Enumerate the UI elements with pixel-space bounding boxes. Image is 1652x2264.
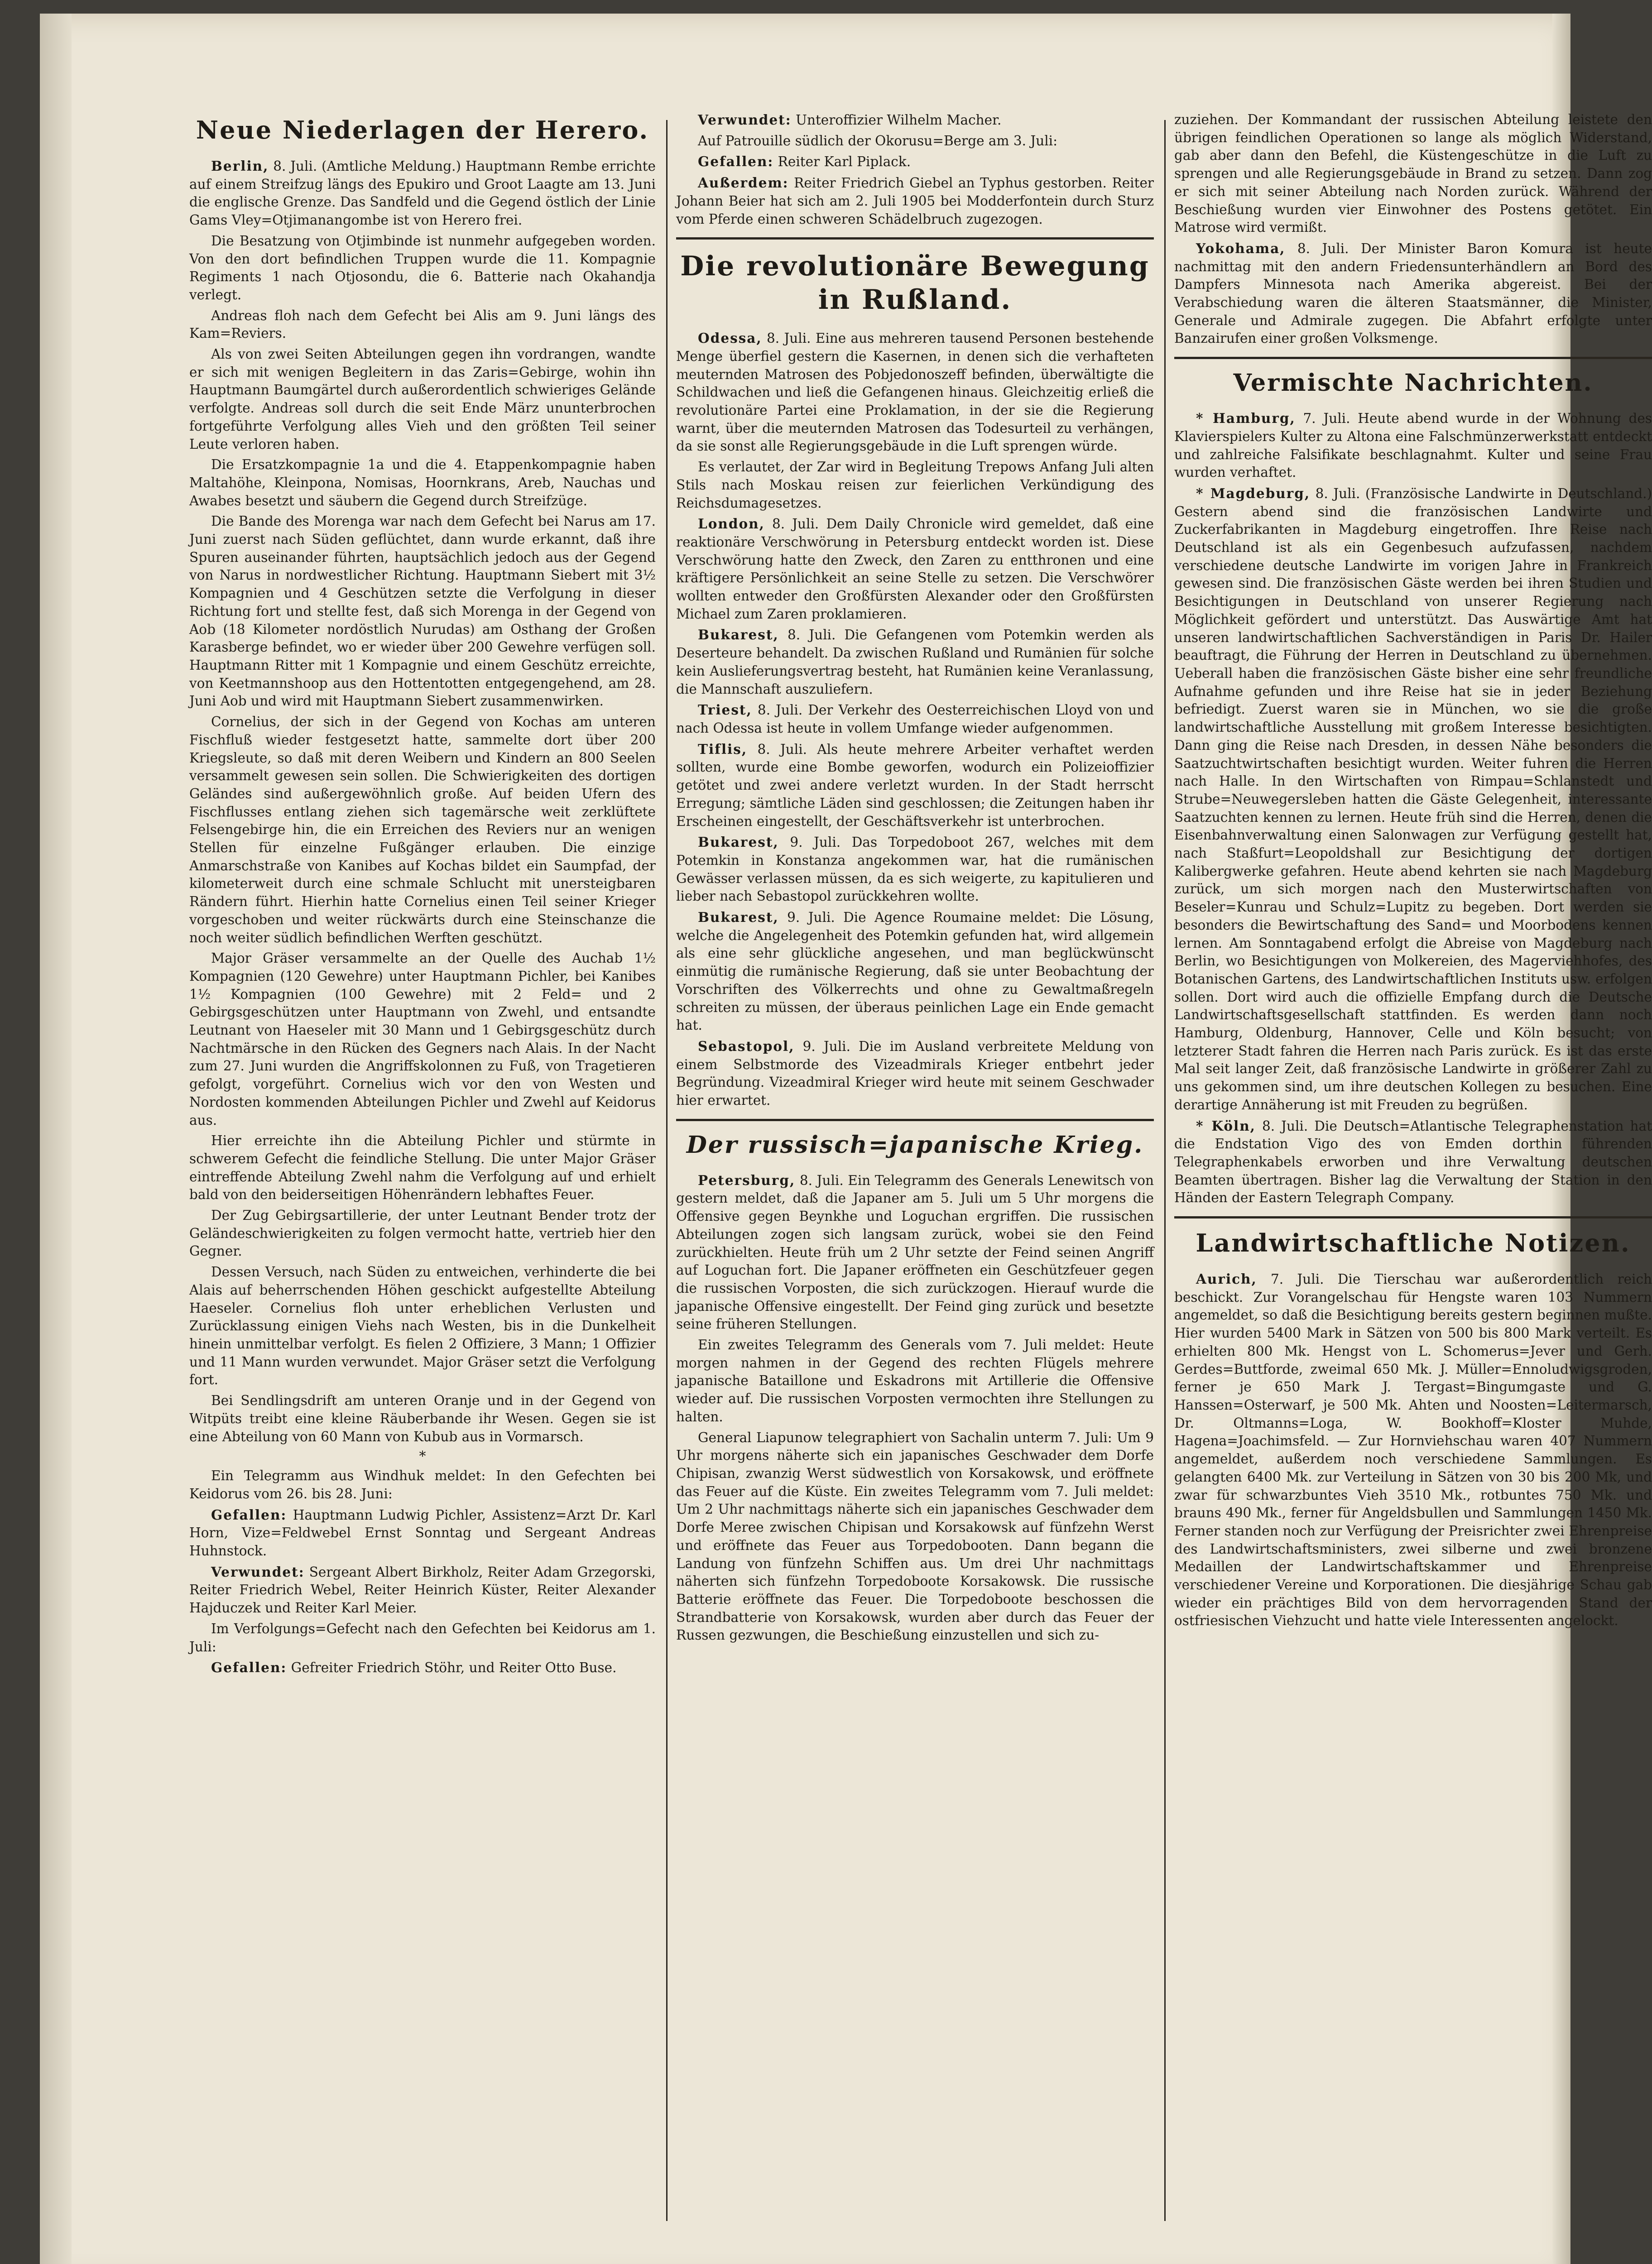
dateline: * Köln, (1196, 1118, 1256, 1134)
paragraph-text: Der Zug Gebirgsartillerie, der unter Leutnant Bender trotz der Geländeschwierigkeiten zu folgen vermocht hatte, vertrieb hier den Gegner. (189, 1208, 656, 1259)
paragraph-text: 8. Juli. Ein Telegramm des Generals Lenewitsch von gestern meldet, daß die Japaner am 5. Juli um 5 Uhr morgens die Offensive gegen Beynkhe und Loguchan ergriffen. Die russischen Abteilungen zogen sich langsam zurück, wobei sie den Feind zurückhielten. Heute früh um 2 Uhr setzte der Feind seinen Angriff auf Loguchan fort. Die Japaner eröffneten ein Geschützfeuer gegen die russischen Vorposten, die sich zurückzogen. Hierauf wurde die japanische Offensive eingestellt. Der Feind ging zurück und besetzte seine früheren Stellungen. (676, 1172, 1154, 1332)
dateline: Bukarest, (698, 627, 779, 643)
casualty-list-continued (676, 111, 1154, 228)
paragraph (189, 1506, 656, 1560)
paragraph (676, 515, 1154, 623)
dateline: Berlin, (211, 158, 269, 174)
paragraph-text: Auf Patrouille südlich der Okorusu=Berge am 3. Juli: (698, 133, 1058, 149)
paragraph (676, 458, 1154, 512)
headline-misc-news: Vermischte Nachrichten. (1233, 369, 1593, 397)
paragraph (676, 701, 1154, 737)
paragraph-text: Die Besatzung von Otjimbinde ist nunmehr aufgegeben worden. Von den dort befindlichen Truppen wurde die 11. Kompagnie Regiments 1 nach Otjosondu, die 6. Batterie nach Okahandja verlegt. (189, 233, 656, 302)
paragraph (189, 307, 656, 343)
column-3 (1174, 111, 1652, 1633)
war-article (676, 1171, 1154, 1645)
dateline: Odessa, (698, 330, 762, 346)
column-2 (676, 111, 1154, 1647)
paragraph-text: zuziehen. Der Kommandant der russischen Abteilung leistete den übrigen feindlichen Operationen so lange als möglich Widerstand, gab aber dann den Befehl, die Küstengeschütze in die Luft zu sprengen und alle Regierungsgebäude in Brand zu setzen. Dann zog er sich mit seiner Abteilung nach Norden zurück. Während der Beschießung wurden vier Einwohner des Postens getötet. Ein Matrose wird vermißt. (1174, 112, 1652, 235)
paragraph-text: Im Verfolgungs=Gefecht nach den Gefechten bei Keidorus am 1. Juli: (189, 1621, 656, 1655)
paragraph-text: Hier erreichte ihn die Abteilung Pichler und stürmte in schwerem Gefecht die feindliche Stellung. Die unter Major Gräser eintreffende Abteilung Zwehl nahm die Verfolgung auf und erhielt bald von den beiderseitigen Höhenrändern lebhaftes Feuer. (189, 1133, 656, 1203)
page-spine (40, 14, 72, 2264)
paragraph-text: Major Gräser versammelte an der Quelle des Auchab 1½ Kompagnien (120 Gewehre) unter Hauptmann Pichler, bei Kanibes 1½ Kompagnien (100 Gewehre) mit 2 Feld= und 2 Gebirgsgeschützen unter Hauptmann von Zwehl, und entsandte Leutnant von Haeseler mit 30 Mann und 1 Gebirgsgeschütz durch Nachtmärsche in den Rücken des Gegners nach Alais. In der Nacht zum 27. Juni wurden die Angriffskolonnen zu Fuß, von Tragetieren gefolgt, vorgeführt. Cornelius wich vor den von Westen und Nordosten kommenden Abteilungen Pichler und Zwehl auf Keidorus aus. (189, 950, 656, 1128)
paragraph (676, 1336, 1154, 1426)
paragraph-text: 9. Juli. Das Torpedoboot 267, welches mit dem Potemkin in Konstanza angekommen war, hat die rumänischen Gewässer verlassen müssen, da es sich weigerte, zu kapitulieren und lieber nach Sebastopol zurückkehren wollte. (676, 835, 1154, 904)
paragraph (1174, 1270, 1652, 1630)
paragraph (189, 1620, 656, 1656)
dateline: Gefallen: (698, 153, 774, 170)
paragraph-text: Gefreiter Friedrich Stöhr, und Reiter Otto Buse. (287, 1660, 617, 1676)
paragraph (189, 456, 656, 510)
paragraph (189, 950, 656, 1129)
paragraph-text: 8. Juli. Als heute mehrere Arbeiter verhaftet werden sollten, wurde eine Bombe geworfen, wodurch ein Polizeioffizier getötet und zwei andere verletzt wurden. In der Stadt herrscht Erregung; sämtliche Läden sind geschlossen; die Zeitungen haben ihr Erscheinen eingestellt, der Geschäftsverkehr ist unterbrochen. (676, 741, 1154, 829)
paragraph (676, 833, 1154, 906)
headline-revolution: Die revolutionäre Bewegung in Rußland. (680, 250, 1150, 316)
column-rule (1164, 120, 1166, 2221)
paragraph (1174, 1117, 1652, 1208)
paragraph (676, 908, 1154, 1035)
section-rule (1174, 357, 1652, 359)
section-star: * (419, 1449, 426, 1465)
agri-notes-article (1174, 1270, 1652, 1630)
paragraph-text: Dessen Versuch, nach Süden zu entweichen, verhinderte die bei Alais auf beherrschenden Höhen geschickt aufgestellte Abteilung Haeseler. Cornelius floh unter erheblichen Verlusten und Zurücklassung einigen Viehs nach Westen, bis in die Dunkelheit hinein unmittelbar verfolgt. Es fielen 2 Offiziere, 3 Mann; 1 Offizier und 11 Mann wurden verwundet. Major Gräser setzt die Verfolgung fort. (189, 1264, 656, 1388)
paragraph (1174, 111, 1652, 237)
war-article-continued (1174, 111, 1652, 348)
paragraph-text: Die Ersatzkompagnie 1a und die 4. Etappenkompagnie haben Maltahöhe, Kleinpona, Nomisas, Hoornkrans, Areb, Nauchas und Awabes besetzt und säubern die Gegend durch Streifzüge. (189, 457, 656, 508)
paragraph (189, 1467, 656, 1503)
misc-news-article (1174, 409, 1652, 1207)
paragraph-text: Reiter Friedrich Giebel an Typhus gestorben. Reiter Johann Beier hat sich am 2. Juli 1905 bei Modderfontein durch Sturz vom Pferde einen schweren Schädelbruch zugezogen. (676, 175, 1154, 227)
paragraph (676, 626, 1154, 698)
dateline: Sebastopol, (698, 1038, 795, 1054)
paragraph-text: Bei Sendlingsdrift am unteren Oranje und in der Gegend von Witpüts treibt eine kleine Räuberbande ihr Wesen. Gegen sie ist eine Abteilung von 60 Mann von Kubub aus in Vormarsch. (189, 1393, 656, 1444)
dateline: London, (698, 516, 765, 532)
paragraph-text: Andreas floh nach dem Gefecht bei Alis am 9. Juni längs des Kam=Reviers. (189, 307, 656, 341)
dateline: Verwundet: (211, 1564, 305, 1580)
paragraph (189, 345, 656, 453)
section-rule (676, 1119, 1154, 1121)
dateline: Außerdem: (698, 175, 789, 191)
section-rule (676, 237, 1154, 240)
paragraph (189, 232, 656, 304)
paragraph (676, 174, 1154, 228)
paragraph (1174, 484, 1652, 1114)
paragraph-text: Unteroffizier Wilhelm Macher. (791, 112, 1002, 128)
paragraph (1174, 409, 1652, 482)
dateline: Petersburg, (698, 1172, 796, 1188)
paragraph (676, 1171, 1154, 1333)
paragraph-text: Ein zweites Telegramm des Generals vom 7. Juli meldet: Heute morgen nahmen in der Gegend des rechten Flügels mehrere japanische Bataillone und Eskadrons mit Artillerie die Offensive wieder auf. Die russischen Vorposten vermochten ihre Stellungen zu halten. (676, 1337, 1154, 1425)
paragraph-text: 9. Juli. Die im Ausland verbreitete Meldung von einem Selbstmorde des Vizeadmirals Krieger entbehrt jeder Begründung. Vizeadmiral Krieger wird heute mit seinem Geschwader hier erwartet. (676, 1038, 1154, 1108)
dateline: * Hamburg, (1196, 410, 1296, 427)
headline-war: Der russisch=japanische Krieg. (686, 1131, 1144, 1159)
paragraph-text: 8. Juli. Die Deutsch=Atlantische Telegraphenstation hat die Endstation Vigo des von Emden dorthin führenden Telegraphenkabels erworben und ihre Verwaltung deutschen Beamten übertragen. Bisher lag die Verwaltung der Station in den Händen der Eastern Telegraph Company. (1174, 1118, 1652, 1206)
paragraph-text: Hauptmann Ludwig Pichler, Assistenz=Arzt Dr. Karl Horn, Vize=Feldwebel Ernst Sonntag und Sergeant Andreas Huhnstock. (189, 1507, 656, 1559)
revolution-article (676, 329, 1154, 1110)
headline-herero: Neue Niederlagen der Herero. (196, 115, 649, 144)
paragraph (1174, 240, 1652, 348)
paragraph (676, 111, 1154, 130)
dateline: * Magdeburg, (1196, 485, 1311, 501)
paragraph-text: 8. Juli. (Französische Landwirte in Deutschland.) Gestern abend sind die französischen Landwirte und Zuckerfabrikanten in Magdeburg eingetroffen. Ihre Reise nach Deutschland ist als ein Gegenbesuch aufzufassen, nachdem verschiedene deutsche Landwirte im vorigen Jahre in Frankreich gewesen sind. Die französischen Gäste werden bei ihren Studien und Besichtigungen in Deutschland von unserer Regierung nach Möglichkeit gefördert und unterstützt. Das Auswärtige Amt hat unseren landwirtschaftlichen Sachverständigen in Paris Dr. Hailer beauftragt, die Führung der Herren in Deutschland zu übernehmen. Ueberall haben die französischen Gäste bisher eine sehr freundliche Aufnahme gefunden und ihre Reise hat sie in jeder Beziehung befriedigt. Zuerst waren sie in München, wo sie die große landwirtschaftliche Ausstellung mit großem Interesse besichtigten. Dann ging die Reise nach Dresden, in dessen Nähe besonders die Saatzuchtwirtschaften besichtigt wurden. Weiter fuhren die Herren nach Halle. In den Wirtschaften von Rimpau=Schlanstedt und Strube=Neuwegersleben hatten die Gäste Gelegenheit, interessante Saatzuchten kennen zu lernen. Heute früh sind die Herren, denen die Eisenbahnverwaltung einen Salonwagen zur Verfügung gestellt hat, nach Staßfurt=Leopoldshall zur Besichtigung der dortigen Kalibergwerke gefahren. Heute abend kehrten sie nach Magdeburg zurück, um sich morgen nach den Musterwirtschaften von Beseler=Kunrau und Schulz=Lupitz zu begeben. Dort werden sie besonders die Bewirtschaftung des Sand= und Moorbodens kennen lernen. Am Sonntagabend erfolgt die Abreise von Magdeburg nach Berlin, wo Besichtigungen von Molkereien, des Magerviehhofes, des Botanischen Gartens, des Landwirtschaftlichen Instituts usw. erfolgen sollen. Dort wird auch die offizielle Empfang durch die Deutsche Landwirtschaftsgesellschaft stattfinden. Es werden dann noch Hamburg, Oldenburg, Hannover, Celle und Köln besucht; von letzterer Stadt fahren die Herren nach Paris zurück. Es ist das erste Mal seit langer Zeit, daß französische Landwirte in größerer Zahl zu uns gekommen sind, um ihre deutschen Kollegen zu besuchen. Eine derartige Annäherung ist mit Freuden zu begrüßen. (1174, 485, 1652, 1113)
paragraph-text: Als von zwei Seiten Abteilungen gegen ihn vordrangen, wandte er sich mit wenigen Begleitern in das Zaris=Gebirge, wohin ihn Hauptmann Baumgärtel durch außerordentlich schwieriges Gelände verfolgte. Andreas soll durch die seit Ende März ununterbrochen fortgeführte Verfolgung alles Vieh und den größten Teil seiner Leute verloren haben. (189, 346, 656, 452)
dateline: Gefallen: (211, 1660, 287, 1676)
paragraph-text: 8. Juli. Der Minister Baron Komura ist heute nachmittag mit den andern Friedensunterhändlern an Bord des Dampfers Minnesota nach Amerika abgereist. Bei der Verabschiedung waren die älteren Staatsmänner, die Minister, Generale und Admirale zugegen. Die Abfahrt erfolgte unter Banzairufen einer großen Volksmenge. (1174, 240, 1652, 346)
newspaper-page (40, 14, 1652, 2264)
herero-article (189, 157, 656, 1446)
dateline: Triest, (698, 702, 752, 718)
dateline: Yokohama, (1196, 240, 1286, 256)
paragraph-text: 7. Juli. Heute abend wurde in der Wohnung des Klavierspielers Kulter zu Altona eine Falschmünzerwerkstatt entdeckt und zahlreiche Falsifikate beschlagnahmt. Kulter und seine Frau wurden verhaftet. (1174, 411, 1652, 480)
paragraph (676, 329, 1154, 456)
dateline: Bukarest, (698, 834, 779, 850)
paragraph (189, 157, 656, 230)
paragraph (189, 713, 656, 947)
dateline: Tiflis, (698, 741, 748, 757)
paragraph-text: 7. Juli. Die Tierschau war außerordentlich reich beschickt. Zur Vorangelschau für Hengste waren 103 Nummern angemeldet, so daß die Besichtigung bereits gestern beginnen mußte. Hier wurden 5400 Mark in Sätzen von 500 bis 800 Mark verteilt. Es erhielten 800 Mk. Hengst von L. Schomerus=Jever und Gerh. Gerdes=Buttforde, zweimal 650 Mk. J. Müller=Ennoludwigsgroden, ferner je 650 Mark J. Tergast=Bingumgaste und G. Hanssen=Osterwarf, je 500 Mk. Ahten und Noosten=Leitermarsch, Dr. Oltmanns=Loga, W. Bookhoff=Kloster Muhde, Hagena=Joachimsfeld. — Zur Hornviehschau waren 407 Nummern angemeldet, außerdem noch verschiedene Sammlungen. Es gelangten 6400 Mk. zur Verteilung in Sätzen von 30 bis 200 Mk, und zwar für schwarzbuntes Vieh 3510 Mk., rotbuntes 750 Mk. und brauns 490 Mk., ferner für Angeldsbullen und Sammlungen 1450 Mk. Ferner standen noch zur Verfügung der Preisrichter zwei Ehrenpreise des Landwirtschaftsministers, zwei silberne und zwei bronzene Medaillen der Landwirtschaftskammer und Ehrenpreise verschiedener Vereine und Korporationen. Die diesjährige Schau gab wieder ein prächtiges Bild von dem hervorragenden Stand der ostfriesischen Viehzucht und hatte viele Interessenten angelockt. (1174, 1271, 1652, 1629)
paragraph-text: Ein Telegramm aus Windhuk meldet: In den Gefechten bei Keidorus vom 26. bis 28. Juni: (189, 1468, 656, 1501)
paragraph (189, 1563, 656, 1617)
paragraph (676, 740, 1154, 831)
paragraph (676, 1429, 1154, 1645)
paragraph (189, 1132, 656, 1204)
column-rule (666, 120, 668, 2221)
paragraph-text: Reiter Karl Piplack. (773, 154, 911, 170)
paragraph (189, 1263, 656, 1389)
paragraph-text: Es verlautet, der Zar wird in Begleitung Trepows Anfang Juli alten Stils nach Moskau reisen zur feierlichen Verkündigung des Reichsdumagesetzes. (676, 459, 1154, 511)
paragraph (676, 132, 1154, 150)
paragraph-text: 8. Juli. (Amtliche Meldung.) Hauptmann Rembe errichte auf einem Streifzug längs des Epukiro und Groot Laagte am 13. Juni die englische Grenze. Das Sandfeld und die Gegend östlich der Linie Gams Vley=Otjimanangombe ist von Herero frei. (189, 158, 656, 228)
paragraph-text: 8. Juli. Die Gefangenen vom Potemkin werden als Deserteure behandelt. Da zwischen Rußland und Rumänien für solche kein Auslieferungsvertrag besteht, hat Rumänien keine Veranlassung, die Mannschaft auszuliefern. (676, 627, 1154, 697)
dateline: Gefallen: (211, 1506, 287, 1523)
paragraph (676, 153, 1154, 171)
casualty-list (189, 1467, 656, 1677)
dateline: Aurich, (1196, 1271, 1257, 1287)
dateline: Bukarest, (698, 909, 779, 926)
paragraph (676, 1037, 1154, 1110)
columns (189, 111, 1652, 2239)
paragraph-text: 8. Juli. Der Verkehr des Oesterreichischen Lloyd von und nach Odessa ist heute in vollem Umfange wieder aufgenommen. (676, 702, 1154, 736)
paragraph-text: 8. Juli. Eine aus mehreren tausend Personen bestehende Menge überfiel gestern die Kasernen, in denen sich die verhafteten meuternden Matrosen des Pobjedonoszeff befinden, überwältigte die Schildwachen und ließ die Gefangenen hinaus. Gleichzeitig erließ die revolutionäre Partei eine Proklamation, in der sie die Regierung warnt, über die meuternden Matrosen das Todesurteil zu verhängen, da sie sonst alle Regierungsgebäude in die Luft sprengen würde. (676, 331, 1154, 454)
paragraph (189, 1207, 656, 1261)
paragraph-text: 8. Juli. Dem Daily Chronicle wird gemeldet, daß eine reaktionäre Verschwörung in Petersburg entdeckt worden ist. Diese Verschwörung hatte den Zweck, den Zaren zu entthronen und eine kräftigere Persönlichkeit an seine Stelle zu setzen. Die Verschwörer wollten entweder den Großfürsten Alexander oder den Großfürsten Michael zum Zaren proklamieren. (676, 516, 1154, 622)
paragraph-text: Cornelius, der sich in der Gegend von Kochas am unteren Fischfluß wieder festgesetzt hatte, sammelte dort über 200 Kriegsleute, so daß mit deren Weibern und Kindern an 800 Seelen versammelt gewesen sein sollen. Die Schwierigkeiten des dortigen Geländes sind außergewöhnlich große. Auf beiden Ufern des Fischflusses entlang ziehen sich tagemärsche weit zerklüftete Felsengebirge hin, die ein Erreichen des Reviers nur an wenigen Stellen für einzelne Fußgänger erlauben. Die einzige Anmarschstraße von Kanibes auf Kochas bildet ein Saumpfad, der kilometerweit durch eine schmale Schlucht mit unersteigbaren Rändern führt. Hierhin hatte Cornelius einen Teil seiner Krieger vorgeschoben und weiter rückwärts durch eine Steinschanze die noch weiter südlich befindlichen Werften geschützt. (189, 714, 656, 945)
paragraph (189, 1659, 656, 1677)
paragraph (189, 1392, 656, 1446)
paragraph-text: Die Bande des Morenga war nach dem Gefecht bei Narus am 17. Juni zuerst nach Süden geflüchtet, dann wurde erkannt, daß ihre Spuren auseinander führten, hauptsächlich jedoch aus der Gegend von Narus in nordwestlicher Richtung. Hauptmann Siebert mit 3½ Kompagnien und 4 Geschützen setzte die Verfolgung in dieser Richtung fort und stellte fest, daß sich Morenga in der Gegend von Aob (18 Kilometer nordöstlich Nurudas) am Osthang der Großen Karasberge befindet, wo er wieder über 200 Gewehre verfügen soll. Hauptmann Ritter mit 1 Kompagnie und einem Geschütz erreichte, von Keetmannshoop aus den Hottentotten entgegengehend, am 28. Juni Aob und wird mit Hauptmann Siebert zusammenwirken. (189, 513, 656, 709)
paragraph-text: 9. Juli. Die Agence Roumaine meldet: Die Lösung, welche die Angelegenheit des Potemkin gefunden hat, wird allgemein als eine sehr glückliche angesehen, und man beglückwünscht einmütig die rumänische Regierung, daß sie unter Beobachtung der Vorschriften des Völkerrechts und ohne zu Gewaltmaßregeln schreiten zu müssen, der überaus peinlichen Lage ein Ende gemacht hat. (676, 910, 1154, 1033)
section-rule (1174, 1216, 1652, 1218)
headline-agri-notes: Landwirtschaftliche Notizen. (1196, 1228, 1631, 1258)
paragraph (189, 513, 656, 710)
paragraph-text: General Liapunow telegraphiert von Sachalin unterm 7. Juli: Um 9 Uhr morgens näherte sich ein japanisches Geschwader dem Dorfe Chipisan, zwanzig Werst südwestlich von Korsakowsk, und eröffnete das Feuer auf die Küste. Ein zweites Telegramm vom 7. Juli meldet: Um 2 Uhr nachmittags näherte sich ein japanisches Geschwader dem Dorfe Meree zwischen Chipisan und Korsakowsk auf fünfzehn Werst und eröffnete das Feuer aus Torpedobooten. Dann begann die Landung von fünfzehn Schiffen aus. Um drei Uhr nachmittags näherten sich fünfzehn Torpedoboote Korsakowsk. Die russische Batterie eröffnete das Feuer. Die Torpedoboote beschossen die Strandbatterie von Korsakowsk, wurden aber durch das Feuer der Russen gezwungen, die Beschießung einzustellen und sich zu- (676, 1429, 1154, 1643)
paragraph-text: Sergeant Albert Birkholz, Reiter Adam Grzegorski, Reiter Friedrich Webel, Reiter Heinrich Küster, Reiter Alexander Hajduczek und Reiter Karl Meier. (189, 1564, 656, 1616)
dateline: Verwundet: (698, 112, 792, 128)
column-1 (189, 111, 656, 1680)
